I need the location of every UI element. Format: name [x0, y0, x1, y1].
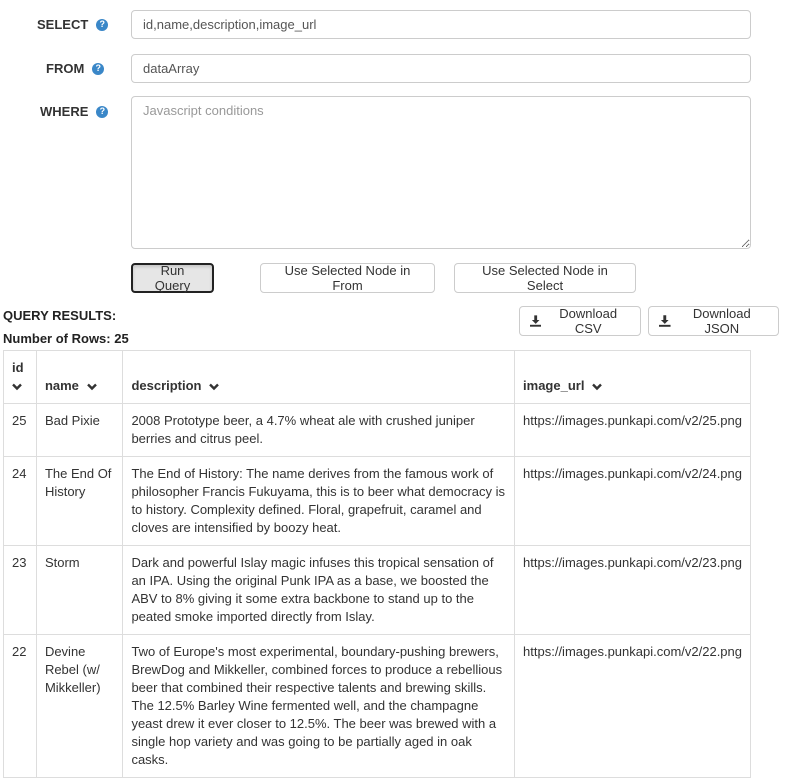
cell-id: 23: [4, 546, 37, 635]
from-label: FROM: [46, 61, 85, 76]
row-count: Number of Rows: 25: [3, 331, 129, 346]
table-row: [4, 635, 751, 778]
cell-description: The End of History: The name derives from the famous work of philosopher Francis Fukuyama, this is to beer what democracy is to history. Complexity defined. Floral, grapefruit, caramel and cloves are intensified by boozy heat.: [123, 457, 515, 546]
chevron-down-icon[interactable]: [592, 383, 602, 391]
column-header-description[interactable]: [123, 351, 515, 404]
chevron-down-icon[interactable]: [87, 383, 97, 391]
select-label-group: [37, 17, 108, 32]
use-selected-node-in-select-button[interactable]: Use Selected Node in Select: [454, 263, 636, 293]
table-row: [4, 546, 751, 635]
from-label-group: [46, 61, 104, 76]
table-row: [4, 457, 751, 546]
column-header-label: name: [44, 378, 79, 393]
select-input[interactable]: [131, 10, 751, 39]
cell-id: 25: [4, 404, 37, 457]
download-json-label: Download JSON: [692, 306, 751, 336]
cell-description: Dark and powerful Islay magic infuses this tropical sensation of an IPA. Using the original Punk IPA as a base, we boosted the ABV to 8% giving it some extra backbone to stand up to the peated smoke imported directly from Islay.: [123, 546, 515, 635]
cell-image-url: https://images.punkapi.com/v2/25.png: [515, 404, 751, 457]
cell-name: Devine Rebel (w/ Mikkeller): [36, 635, 123, 778]
where-textarea[interactable]: [131, 96, 751, 249]
download-json-button[interactable]: [648, 306, 779, 336]
results-table: [3, 350, 751, 778]
cell-id: 22: [4, 635, 37, 778]
where-label: WHERE: [40, 104, 89, 119]
column-header-label: description: [131, 378, 202, 393]
download-icon: [659, 315, 671, 327]
column-header-label: image_url: [523, 378, 585, 393]
run-query-button[interactable]: Run Query: [131, 263, 214, 293]
cell-name: The End Of History: [36, 457, 123, 546]
select-label: SELECT: [37, 17, 89, 32]
column-header-id[interactable]: [4, 351, 37, 404]
download-csv-label: Download CSV: [559, 306, 618, 336]
cell-id: 24: [4, 457, 37, 546]
cell-description: Two of Europe's most experimental, boundary-pushing brewers, BrewDog and Mikkeller, combined forces to produce a rebellious beer that combined their respective talents and brewing skills. The 12.5% Barley Wine fermented well, and the champagne yeast drew it ever closer to 12.5%. The beer was brewed with a single hop variety and was going to be partially aged in oak casks.: [123, 635, 515, 778]
table-row: [4, 404, 751, 457]
cell-image-url: https://images.punkapi.com/v2/24.png: [515, 457, 751, 546]
help-icon[interactable]: ?: [96, 19, 108, 31]
cell-description: 2008 Prototype beer, a 4.7% wheat ale with crushed juniper berries and citrus peel.: [123, 404, 515, 457]
help-icon[interactable]: ?: [92, 63, 104, 75]
download-csv-button[interactable]: [519, 306, 641, 336]
download-icon: [530, 315, 541, 327]
cell-name: Bad Pixie: [36, 404, 123, 457]
column-header-name[interactable]: [36, 351, 123, 404]
chevron-down-icon[interactable]: [12, 383, 22, 391]
column-header-label: id: [12, 360, 24, 375]
use-selected-node-in-from-button[interactable]: Use Selected Node in From: [260, 263, 435, 293]
table-header-row: [4, 351, 751, 404]
column-header-image-url[interactable]: [515, 351, 751, 404]
cell-name: Storm: [36, 546, 123, 635]
cell-image-url: https://images.punkapi.com/v2/22.png: [515, 635, 751, 778]
help-icon[interactable]: ?: [96, 106, 108, 118]
chevron-down-icon[interactable]: [209, 383, 219, 391]
where-label-group: [40, 104, 108, 119]
from-input[interactable]: [131, 54, 751, 83]
cell-image-url: https://images.punkapi.com/v2/23.png: [515, 546, 751, 635]
query-results-title: QUERY RESULTS:: [3, 308, 117, 323]
